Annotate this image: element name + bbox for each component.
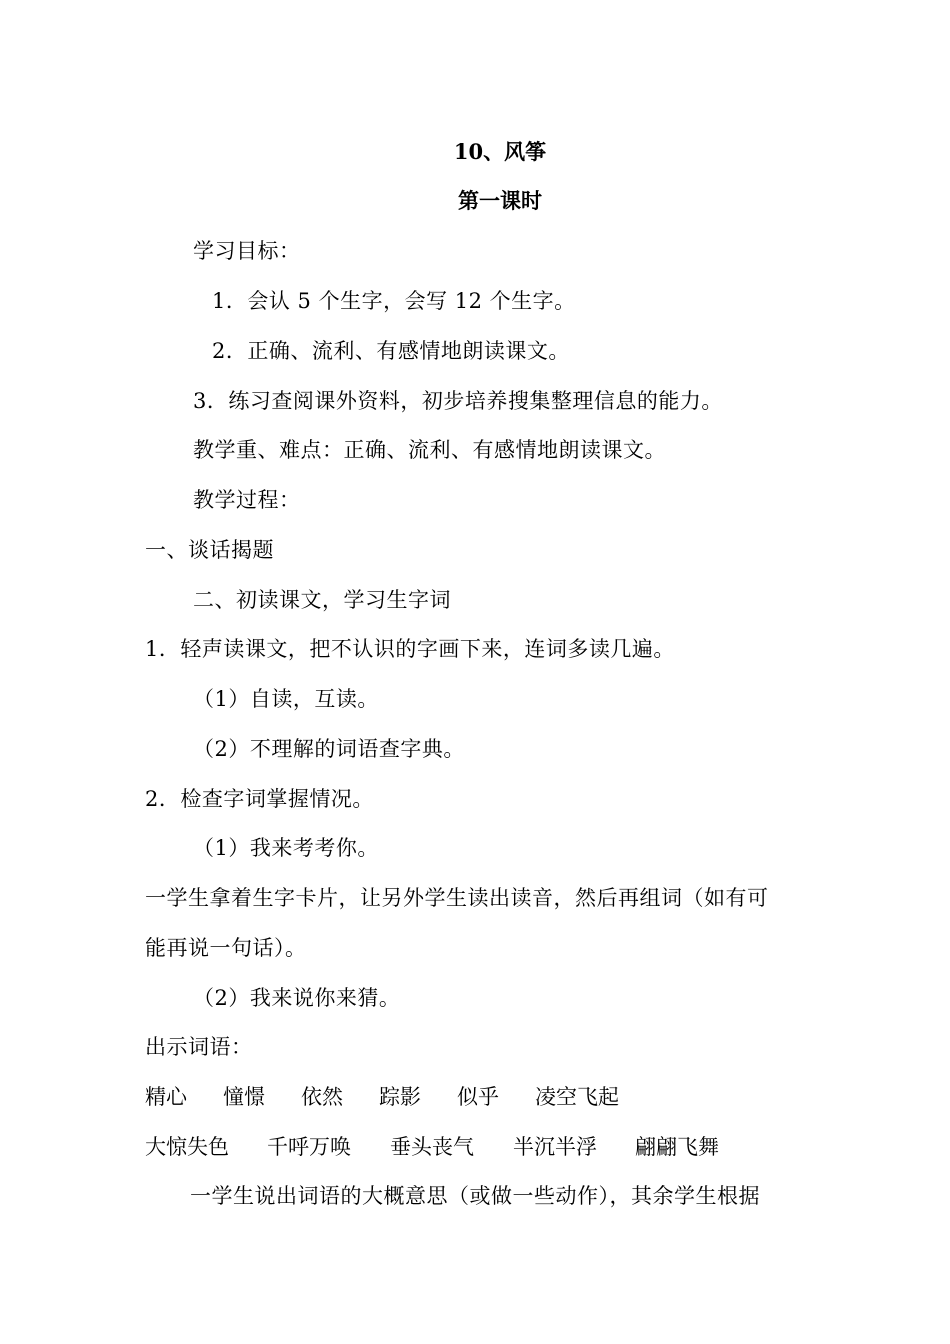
step-2-a-description-line-1: 一学生拿着生字卡片，让另外学生读出读音，然后再组词（如有可 (145, 886, 769, 910)
document-subtitle: 第一课时 (458, 188, 542, 213)
key-points: 教学重、难点：正确、流利、有感情地朗读课文。 (193, 438, 666, 462)
objective-2: 2．正确、流利、有感情地朗读课文。 (212, 339, 570, 363)
section-2-heading: 二、初读课文，学习生字词 (193, 588, 451, 612)
vocabulary-word: 踪影 (379, 1085, 421, 1109)
vocabulary-word: 似乎 (457, 1085, 499, 1109)
step-2: 2．检查字词掌握情况。 (145, 787, 374, 811)
vocabulary-word: 垂头丧气 (390, 1135, 474, 1159)
show-words-label: 出示词语： (145, 1035, 253, 1059)
objective-3: 3．练习查阅课外资料，初步培养搜集整理信息的能力。 (193, 389, 723, 413)
step-2-b: （2）我来说你来猜。 (193, 986, 401, 1010)
objectives-heading: 学习目标： (193, 239, 301, 263)
vocabulary-word: 半沉半浮 (513, 1135, 597, 1159)
step-2-b-description: 一学生说出词语的大概意思（或做一些动作），其余学生根据 (190, 1184, 760, 1208)
vocabulary-word: 憧憬 (223, 1085, 265, 1109)
step-1: 1．轻声读课文，把不认识的字画下来，连词多读几遍。 (145, 637, 675, 661)
vocabulary-word: 精心 (145, 1085, 187, 1109)
objective-1: 1．会认 5 个生字，会写 12 个生字。 (212, 289, 576, 313)
step-2-a-description-line-2: 能再说一句话）。 (145, 936, 307, 960)
step-2-a: （1）我来考考你。 (193, 836, 379, 860)
vocabulary-word: 依然 (301, 1085, 343, 1109)
process-heading: 教学过程： (193, 488, 301, 512)
document-title: 10、风筝 (453, 139, 547, 164)
vocabulary-word: 凌空飞起 (535, 1085, 619, 1109)
vocabulary-word: 大惊失色 (145, 1135, 229, 1159)
section-1-heading: 一、谈话揭题 (145, 538, 274, 562)
vocabulary-word: 千呼万唤 (267, 1135, 351, 1159)
step-1-a: （1）自读，互读。 (193, 687, 379, 711)
vocabulary-word: 翩翩飞舞 (635, 1135, 719, 1159)
step-1-b: （2）不理解的词语查字典。 (193, 737, 465, 761)
